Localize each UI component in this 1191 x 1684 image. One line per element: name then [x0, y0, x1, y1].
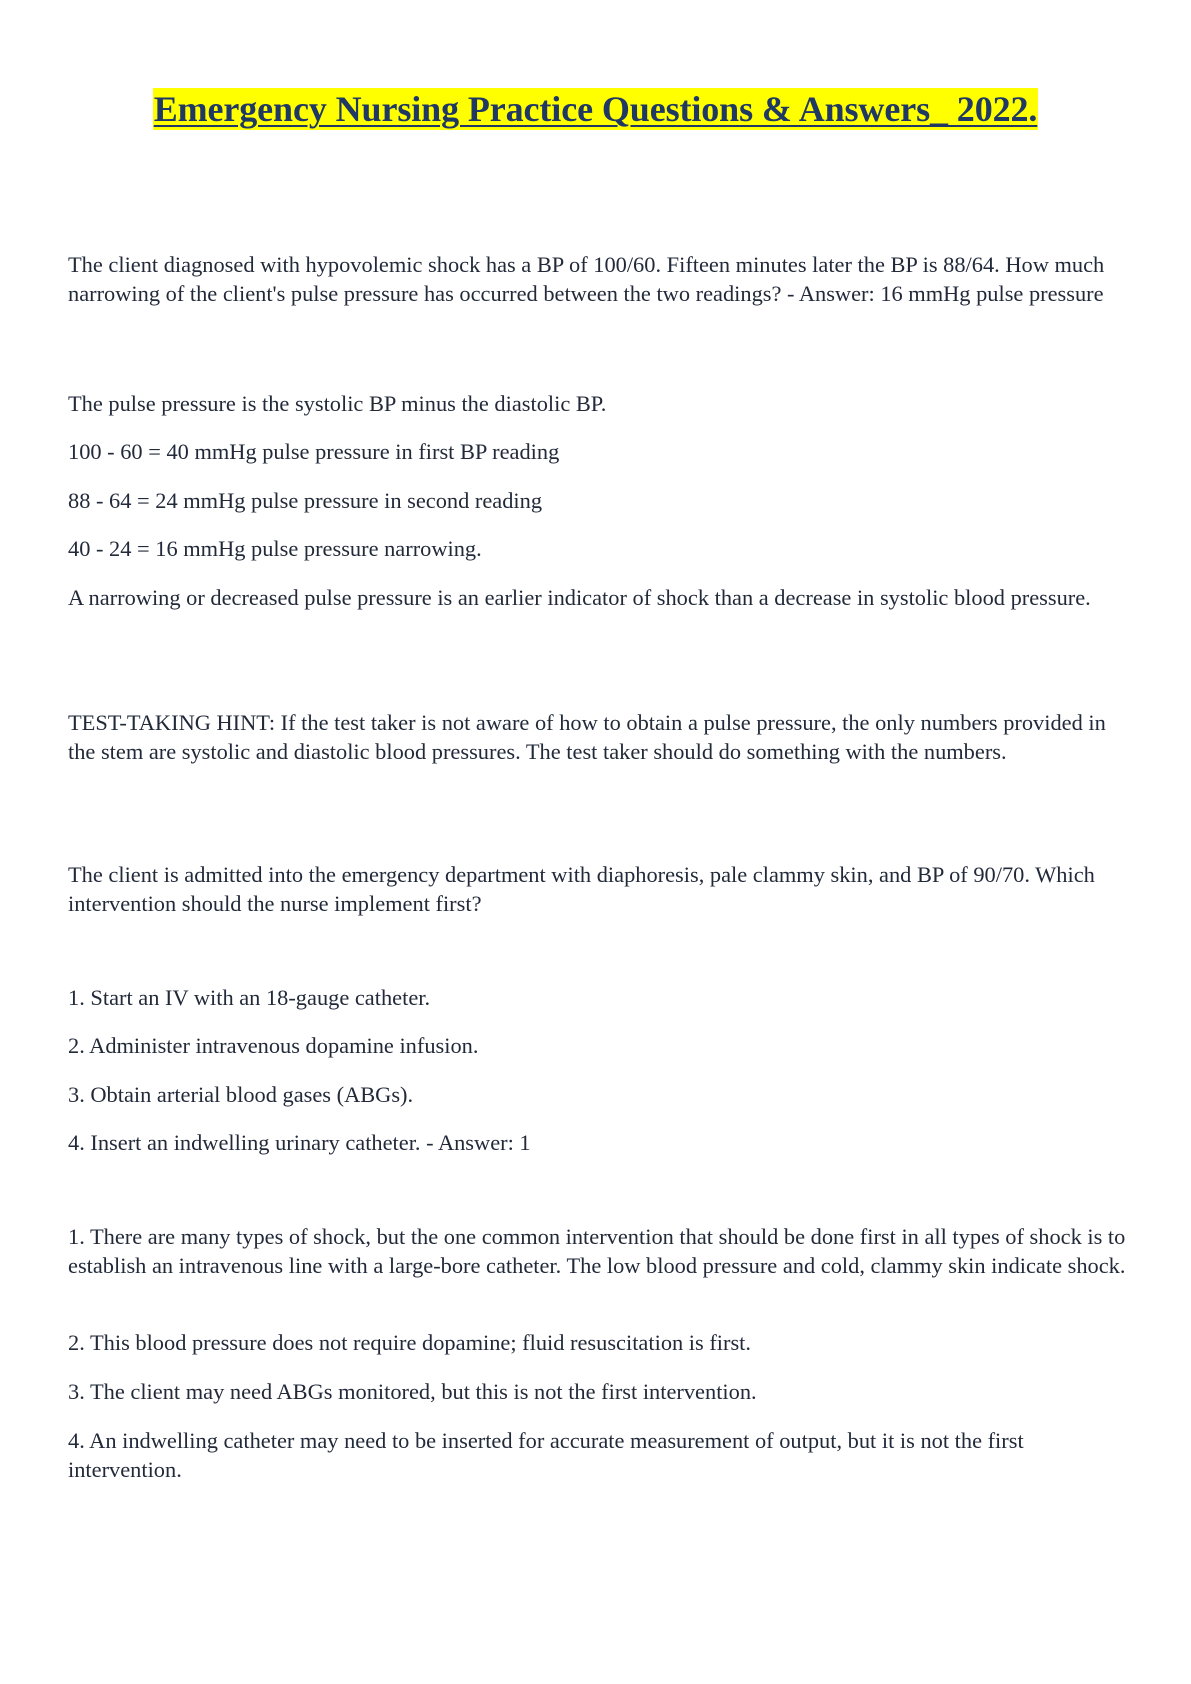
q2-rationale: 4. An indwelling catheter may need to be inserted for accurate measurement of output, but it is not the first intervention. [68, 1428, 1024, 1482]
q1-explanation-line: A narrowing or decreased pulse pressure is an earlier indicator of shock than a decrease in systolic blood pressure. [68, 585, 1091, 610]
q2-rationale: 2. This blood pressure does not require dopamine; fluid resuscitation is first. [68, 1330, 752, 1355]
q1-explanation-line: The pulse pressure is the systolic BP minus the diastolic BP. [68, 391, 607, 416]
q1-explanation-line: 100 - 60 = 40 mmHg pulse pressure in first BP reading [68, 439, 560, 464]
q2-rationale: 1. There are many types of shock, but the one common intervention that should be done first in all types of shock is to establish an intravenous line with a large-bore catheter. The low blood pressure and cold, clammy skin indicate shock. [68, 1224, 1126, 1278]
q2-option: 1. Start an IV with an 18-gauge catheter. [68, 985, 431, 1010]
title-container [0, 88, 1191, 130]
q1-explanation-line: 40 - 24 = 16 mmHg pulse pressure narrowing. [68, 536, 482, 561]
q2-option: 2. Administer intravenous dopamine infusion. [68, 1033, 479, 1058]
q1-test-taking-hint: TEST-TAKING HINT: If the test taker is not aware of how to obtain a pulse pressure, the only numbers provided in the stem are systolic and diastolic blood pressures. The test taker should do something with the numbers. [68, 710, 1106, 764]
q1-question: The client diagnosed with hypovolemic shock has a BP of 100/60. Fifteen minutes later the BP is 88/64. How much narrowing of the client's pulse pressure has occurred between the two readings? - Answer: 16 mmHg pulse pressure [68, 252, 1105, 306]
q2-rationale: 3. The client may need ABGs monitored, but this is not the first intervention. [68, 1379, 757, 1404]
q2-option: 3. Obtain arterial blood gases (ABGs). [68, 1082, 414, 1107]
q2-option: 4. Insert an indwelling urinary catheter. - Answer: 1 [68, 1130, 531, 1155]
q2-question: The client is admitted into the emergency department with diaphoresis, pale clammy skin, and BP of 90/70. Which intervention should the nurse implement first? [68, 862, 1095, 916]
document-title: Emergency Nursing Practice Questions & Answers_ 2022. [153, 89, 1038, 129]
q1-explanation-line: 88 - 64 = 24 mmHg pulse pressure in second reading [68, 488, 543, 513]
